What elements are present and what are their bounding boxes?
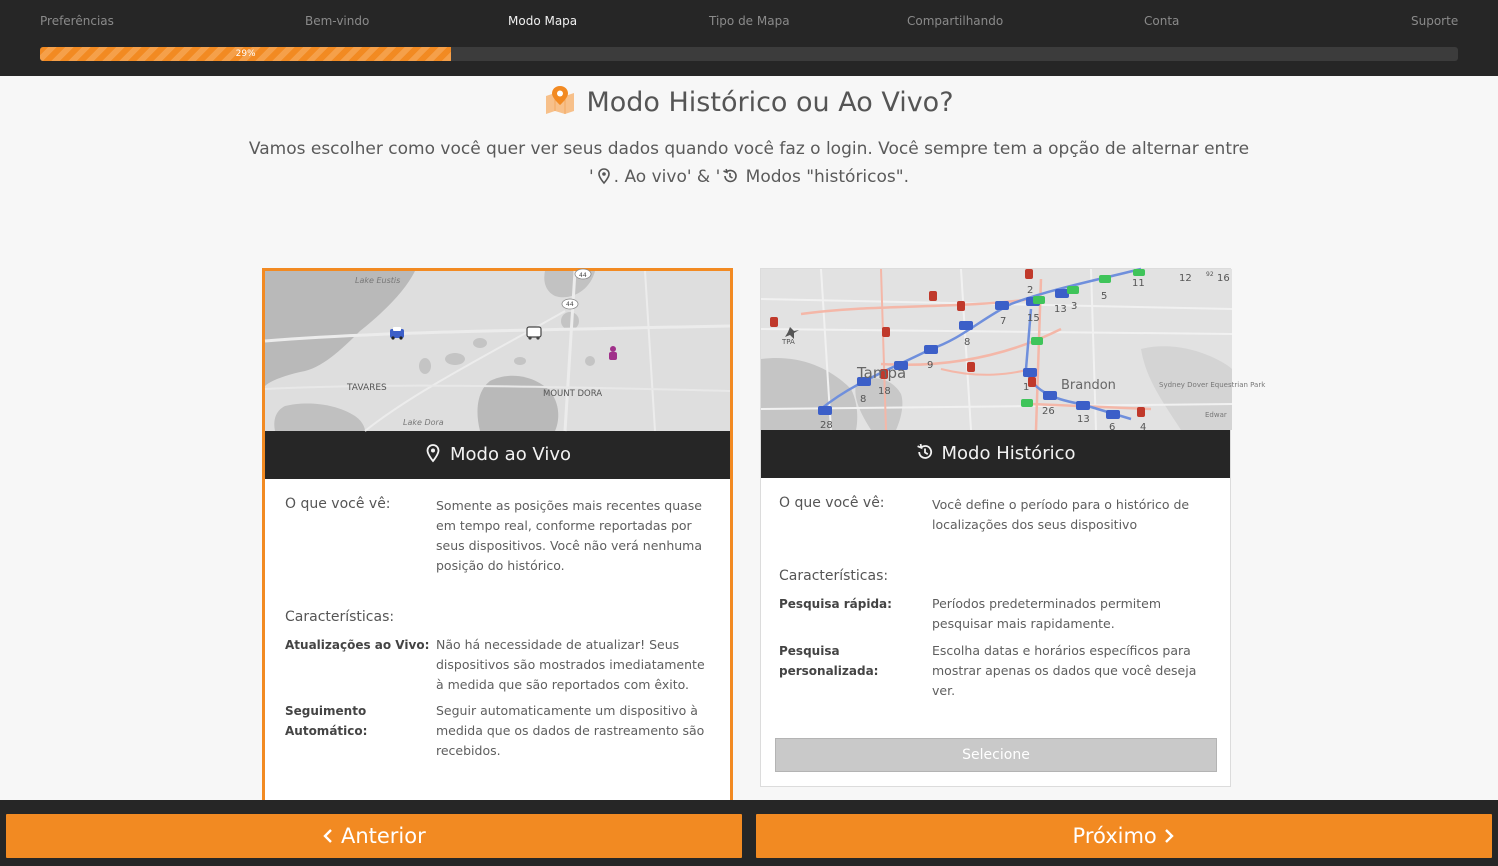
history-icon — [722, 165, 738, 181]
hist-what-label: O que você vê: — [779, 495, 885, 511]
live-map-preview — [265, 271, 730, 431]
map-label-n26: 26 — [1042, 406, 1055, 417]
historical-card-header — [761, 430, 1230, 478]
hist-feature-text: Períodos predeterminados permitem pesquisar mais rapidamente. — [932, 596, 1161, 631]
map-label-n13b: 13 — [1077, 414, 1090, 425]
map-label-n11: 11 — [1132, 278, 1145, 289]
map-label-n16: 16 — [1217, 273, 1230, 284]
next-button[interactable] — [756, 814, 1492, 858]
hist-feature-label: Pesquisa personalizada: — [779, 644, 879, 678]
live-feature-text: Não há necessidade de atualizar! Seus dispositivos são mostrados imediatamente à medida que são reportados com êxito. — [436, 637, 705, 692]
map-label-mount-dora: MOUNT DORA — [543, 389, 603, 399]
map-label-n13a: 13 — [1054, 304, 1067, 315]
live-what-row — [285, 496, 710, 576]
step-modo-mapa[interactable]: Modo Mapa — [508, 14, 578, 28]
hist-feature-row — [779, 641, 1210, 701]
progress-fill — [40, 47, 451, 61]
live-what-text: Somente as posições mais recentes quase em tempo real, conforme reportadas por seus dispositivos. Você não verá nenhuma posição do histórico. — [436, 498, 703, 573]
intro-text — [240, 135, 1258, 191]
step-bem-vindo[interactable]: Bem-vindo — [305, 14, 370, 28]
historical-map-preview — [761, 269, 1266, 433]
intro-quote: ' — [588, 167, 594, 187]
live-card-body — [265, 479, 730, 761]
live-feature-label: Atualizações ao Vivo: — [285, 638, 430, 652]
step-tipo-de-mapa[interactable]: Tipo de Mapa — [709, 14, 790, 28]
map-label-n92: 92 — [1206, 271, 1214, 278]
live-mode-card[interactable] — [262, 268, 733, 800]
map-label-n4: 4 — [1140, 422, 1147, 433]
progress-bar — [40, 47, 1458, 61]
map-label-n7: 7 — [1000, 316, 1007, 327]
map-label-n2: 2 — [1027, 285, 1034, 296]
map-label-n8b: 8 — [860, 394, 867, 405]
map-label-route-44b: 44 — [566, 301, 574, 308]
wizard-footer — [0, 800, 1498, 866]
historical-card-title: Modo Histórico — [941, 443, 1076, 464]
wizard-steps — [0, 14, 1498, 34]
previous-button[interactable] — [6, 814, 742, 858]
historical-mode-card[interactable] — [760, 268, 1266, 787]
live-what-label: O que você vê: — [285, 496, 391, 512]
person-marker-icon — [609, 346, 617, 360]
map-label-tavares: TAVARES — [347, 383, 387, 393]
chevron-left-icon — [322, 815, 334, 831]
progress-label: 29% — [235, 49, 256, 59]
step-suporte[interactable]: Suporte — [1411, 14, 1459, 28]
map-label-n8a: 8 — [964, 337, 971, 348]
history-icon — [916, 432, 934, 450]
map-label-n1: 1 — [1023, 382, 1030, 393]
map-label-n12: 12 — [1179, 273, 1192, 284]
map-label-lake-dora: Lake Dora — [403, 418, 444, 427]
live-feature-label: Seguimento Automático: — [285, 704, 368, 738]
wizard-header — [0, 0, 1498, 76]
map-label-brandon: Brandon — [1061, 378, 1116, 393]
live-feature-row — [285, 635, 710, 695]
live-features-title: Características: — [285, 609, 395, 625]
map-label-n9: 9 — [927, 360, 934, 371]
chevron-right-icon — [1163, 815, 1175, 831]
step-preferencias[interactable]: Preferências — [40, 14, 114, 28]
live-feature-text: Seguir automaticamente um dispositivo à medida que os dados de rastreamento são recebidos. — [436, 703, 705, 758]
location-pin-icon — [596, 165, 612, 181]
step-conta[interactable]: Conta — [1144, 14, 1180, 28]
live-card-title: Modo ao Vivo — [449, 444, 572, 465]
map-pin-icon — [544, 86, 576, 114]
map-label-n15: 15 — [1027, 313, 1040, 324]
location-pin-icon — [424, 433, 442, 451]
hist-feature-row — [779, 594, 1210, 634]
map-label-sydney: Sydney Dover Equestrian Park — [1159, 381, 1266, 389]
map-label-lake-eustis: Lake Eustis — [355, 276, 401, 285]
map-label-n6: 6 — [1109, 422, 1116, 433]
hist-feature-label: Pesquisa rápida: — [779, 597, 892, 611]
select-historical-button[interactable]: Selecione — [775, 738, 1217, 772]
map-label-n18: 18 — [878, 386, 891, 397]
intro-line-2 — [240, 163, 1258, 191]
page-title — [0, 86, 1498, 118]
map-label-n28: 28 — [820, 420, 833, 431]
live-card-header — [265, 431, 730, 479]
previous-button-label: Anterior — [340, 824, 426, 848]
hist-what-text: Você define o período para o histórico de localizações dos seus dispositivo — [932, 497, 1190, 532]
map-label-n3: 3 — [1071, 301, 1078, 312]
map-label-tpa: TPA — [782, 338, 795, 346]
historical-card-body — [761, 478, 1230, 701]
live-feature-row — [285, 701, 710, 761]
hist-what-row — [779, 495, 1210, 535]
next-button-label: Próximo — [1072, 824, 1157, 848]
page-title-text: Modo Histórico ou Ao Vivo? — [586, 87, 954, 118]
intro-live-text: . Ao vivo' & ' — [613, 167, 721, 187]
hist-features-title: Características: — [779, 568, 889, 584]
intro-line-1: Vamos escolher como você quer ver seus dados quando você faz o login. Você sempre tem a opção de alternar entre — [248, 139, 1250, 159]
map-label-route-44a: 44 — [579, 272, 587, 279]
step-compartilhando[interactable]: Compartilhando — [907, 14, 1004, 28]
map-label-tampa: Tampa — [857, 364, 907, 382]
hist-feature-text: Escolha datas e horários específicos para mostrar apenas os dados que você deseja ver. — [932, 643, 1197, 698]
map-label-n5: 5 — [1101, 291, 1108, 302]
intro-hist-text: Modos "históricos". — [740, 167, 909, 187]
map-label-edwar: Edwar — [1205, 411, 1227, 419]
